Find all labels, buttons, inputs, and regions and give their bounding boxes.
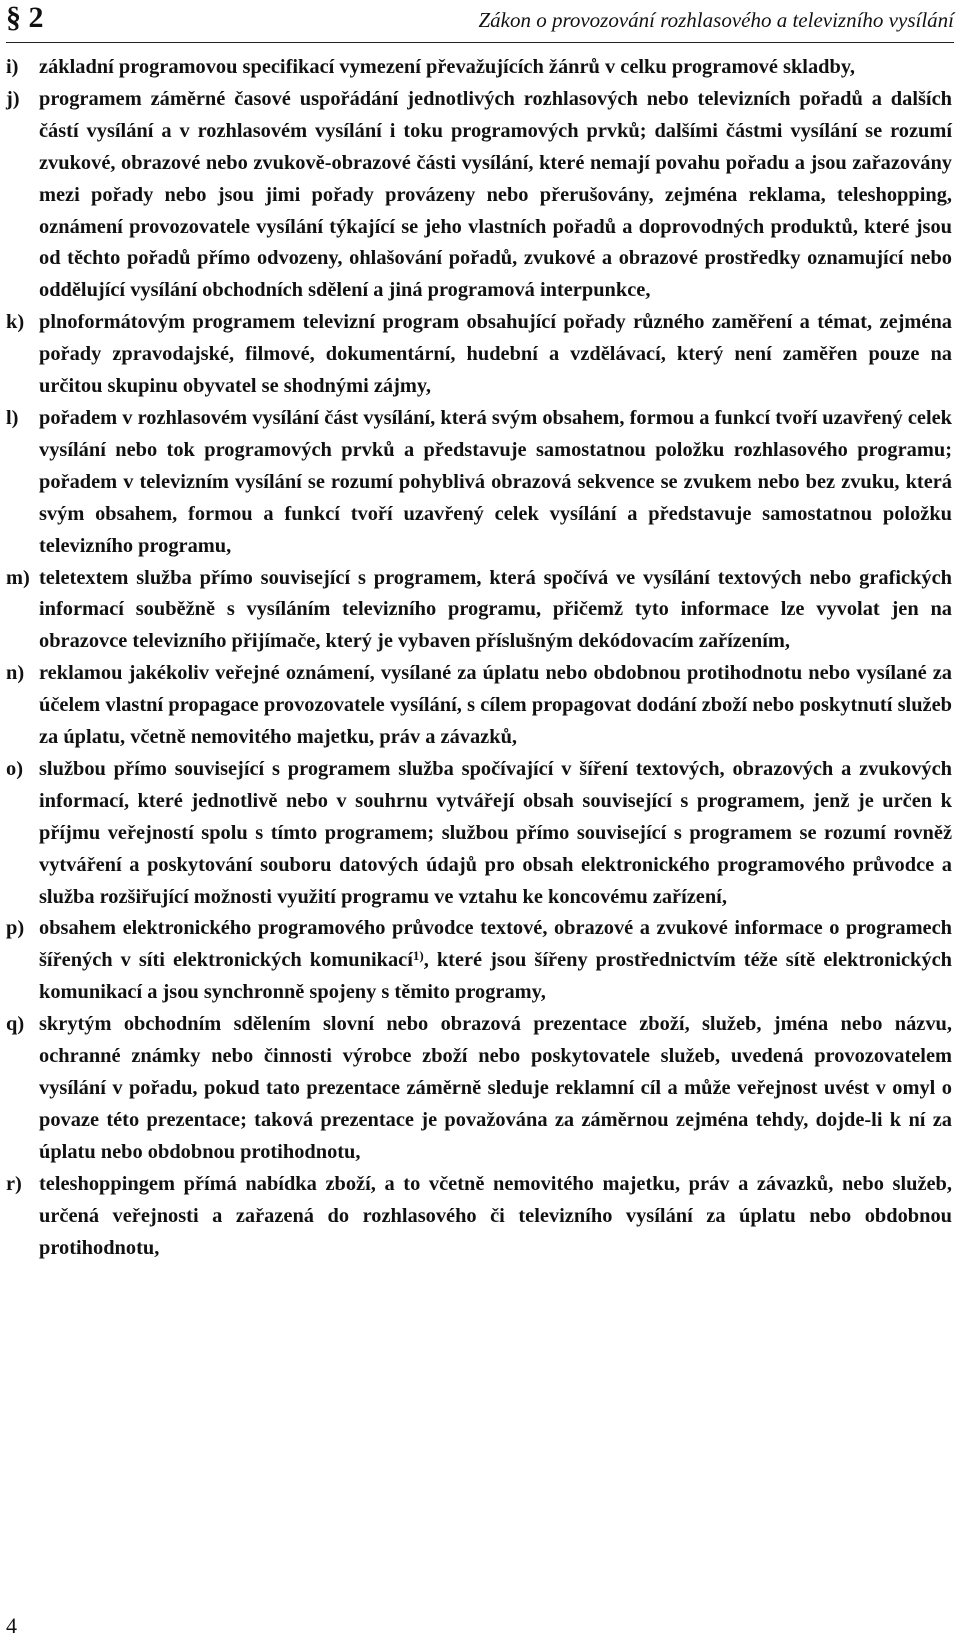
running-title: Zákon o provozování rozhlasového a televizního vysílání	[478, 8, 954, 32]
item-letter: i)	[6, 56, 19, 78]
item-text: teleshoppingem přímá nabídka zboží, a to včetně nemovitého majetku, práv a závazků, nebo služeb, určená veřejnosti a zařazená do rozhlasového či televizního vysílání za úplatu nebo obdobnou protihodnotu,	[39, 1172, 952, 1259]
item-text: pořadem v rozhlasovém vysílání část vysílání, která svým obsahem, formou a funkcí tvoří uzavřený celek vysílání nebo tok programových prvků a představuje samostatnou položku rozhlasového programu; pořadem v televizním vysílání se rozumí pohyblivá obrazová sekvence se zvukem nebo bez zvuku, která svým obsahem, formou a funkcí tvoří uzavřený celek vysílání a představuje samostatnou položku televizního programu,	[39, 406, 952, 557]
item-letter: n)	[6, 662, 25, 685]
list-item-r	[6, 1169, 952, 1265]
item-text	[39, 917, 952, 1003]
page-number: 4	[6, 1613, 17, 1638]
footnote-reference[interactable]: 1)	[412, 948, 424, 964]
item-letter: l)	[6, 406, 19, 429]
list-item-n	[6, 658, 952, 754]
list-item-q	[6, 1009, 952, 1169]
item-text-after-footnote: , které jsou šířeny prostřednictvím téže sítě elektronických komunikací a jsou synchronně spojeny s těmito programy,	[39, 949, 952, 1004]
list-item-o	[6, 754, 952, 914]
item-letter: o)	[6, 757, 23, 780]
item-letter: r)	[6, 1172, 22, 1195]
list-item-m	[6, 563, 952, 659]
list-item-i	[6, 52, 952, 84]
page-header	[6, 0, 954, 43]
list-item-k	[6, 307, 952, 403]
item-text: reklamou jakékoliv veřejné oznámení, vysílané za úplatu nebo obdobnou protihodnotu nebo vysílané za účelem vlastní propagace provozovatele vysílání, s cílem propagovat dodání zboží nebo poskytnutí služeb za úplatu, včetně nemovitého majetku, práv a závazků,	[39, 662, 952, 749]
item-text: skrytým obchodním sdělením slovní nebo obrazová prezentace zboží, služeb, jména nebo názvu, ochranné známky nebo činnosti výrobce zboží nebo poskytovatele služeb, uvedená provozovatelem vysílání v pořadu, pokud tato prezentace záměrně sleduje reklamní cíl a může veřejnost uvést v omyl o povaze této prezentace; taková prezentace je považována za záměrnou zejména tehdy, dojde-li k ní za úplatu nebo obdobnou protihodnotu,	[39, 1013, 952, 1163]
item-text: programem záměrné časové uspořádání jednotlivých rozhlasových nebo televizních pořadů a dalších částí vysílání a v rozhlasovém vysílání i toku programových prvků; dalšími částmi vysílání se rozumí zvukové, obrazové nebo zvukově-obrazové části vysílání, které nemají povahu pořadu a jsou zařazovány mezi pořady nebo jsou jimi pořady provázeny nebo přerušovány, zejména reklama, teleshopping, oznámení provozovatele vysílání týkající se jeho vlastních pořadů a doprovodných produktů, které jsou od těchto pořadů přímo odvozeny, ohlašování pořadů, zvukové a obrazové prostředky oznamující nebo oddělující vysílání obchodních sdělení a jiná programová interpunkce,	[39, 87, 952, 302]
list-item-p	[6, 913, 952, 1009]
item-text: službou přímo související s programem služba spočívající v šíření textových, obrazových a zvukových informací, které jednotlivě nebo v souhrnu vytvářejí obsah související s programem, jenž je určen k příjmu veřejností spolu s tímto programem; službou přímo související s programem se rozumí rovněž vytváření a poskytování souboru datových údajů pro obsah elektronického programového průvodce a služba rozšiřující možnosti využití programu ve vztahu ke koncovému zařízení,	[39, 757, 952, 908]
section-mark: § 2	[6, 1, 44, 34]
item-text-before-footnote: obsahem elektronického programového průvodce textové, obrazové a zvukové informace o programech šířených v síti elektronických komunikací	[39, 917, 952, 972]
list-item-l	[6, 403, 952, 563]
list-item-j	[6, 84, 952, 307]
item-text: základní programovou specifikací vymezení převažujících žánrů v celku programové skladby,	[39, 56, 855, 78]
definitions-list	[6, 52, 952, 1264]
item-letter: q)	[6, 1013, 25, 1036]
item-text: plnoformátovým programem televizní program obsahující pořady různého zaměření a témat, zejména pořady zpravodajské, filmové, dokumentární, hudební a vzdělávací, který není zaměřen pouze na určitou skupinu obyvatel se shodnými zájmy,	[39, 311, 952, 398]
item-text: teletextem služba přímo související s programem, která spočívá ve vysílání textových nebo grafických informací souběžně s vysíláním televizního programu, přičemž tyto informace lze vyvolat jen na obrazovce televizního přijímače, který je vybaven příslušným dekódovacím zařízením,	[39, 566, 952, 653]
item-letter: k)	[6, 311, 25, 334]
item-letter: j)	[6, 87, 20, 110]
item-letter: m)	[6, 566, 30, 589]
item-letter: p)	[6, 917, 25, 940]
